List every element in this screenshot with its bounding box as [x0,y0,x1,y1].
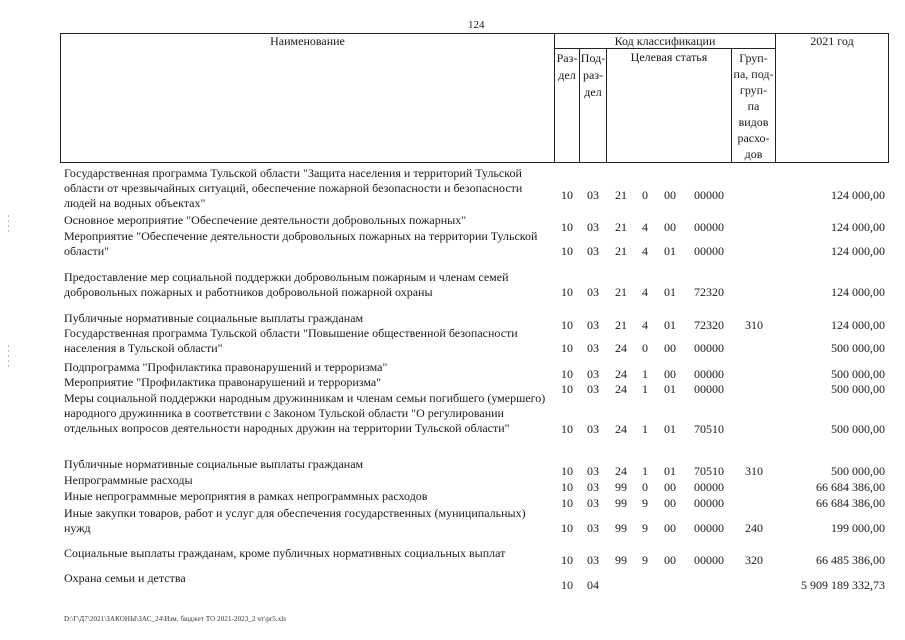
header-code-group: Код классификации [614,34,716,48]
row-target-program: 24 [615,341,627,355]
margin-mark [8,215,9,235]
row-subsection: 03 [587,341,599,355]
row-name: Государственная программа Тульской области "Повышение общественной безопасности населения в Тульской области" [64,326,518,355]
row-target-program: 21 [615,188,627,202]
row-target-subprogram: 0 [642,188,648,202]
row-amount: 124 000,00 [831,220,885,234]
row-name: Непрограммные расходы [64,473,193,487]
row-name: Публичные нормативные социальные выплаты гражданам [64,311,364,325]
row-subsection: 03 [587,244,599,258]
row-amount: 500 000,00 [831,367,885,381]
file-path-footer: D:\Г\Д7\2021\ЗАКОНЫ\ЗАС_24\Изм. бюджет ТО 2021-2023_2 чт\pr5.xls [64,615,287,623]
row-target-subprogram: 1 [642,382,648,396]
col-border [775,33,776,163]
row-target-subprogram: 1 [642,422,648,436]
row-expense-group: 310 [745,464,763,478]
row-target-program: 24 [615,464,627,478]
row-target-direction: 00000 [694,480,724,494]
row-subsection: 03 [587,553,599,567]
row-subsection: 03 [587,382,599,396]
row-section: 10 [561,341,573,355]
row-target-event: 01 [664,318,676,332]
row-amount: 124 000,00 [831,285,885,299]
row-name: Мероприятие "Профилактика правонарушений и терроризма" [64,375,382,389]
row-target-direction: 72320 [694,285,724,299]
row-target-event: 01 [664,382,676,396]
row-target-event: 01 [664,285,676,299]
row-target-direction: 00000 [694,367,724,381]
row-target-event: 01 [664,422,676,436]
row-target-program: 21 [615,244,627,258]
header-name: Наименование [270,34,345,48]
row-name: Охрана семьи и детства [64,571,186,585]
row-section: 10 [561,318,573,332]
row-target-program: 24 [615,367,627,381]
row-target-program: 24 [615,422,627,436]
row-subsection: 03 [587,521,599,535]
row-amount: 500 000,00 [831,464,885,478]
header-group: Груп- па, под- груп- па видов расхо- дов [733,51,774,161]
row-target-event: 00 [664,341,676,355]
row-target-program: 99 [615,480,627,494]
row-target-event: 00 [664,521,676,535]
col-border [888,33,889,163]
row-amount: 199 000,00 [831,521,885,535]
row-target-subprogram: 4 [642,244,648,258]
row-target-subprogram: 9 [642,496,648,510]
row-name: Предоставление мер социальной поддержки добровольным пожарным и членам семей добровольных пожарных и работников добровольной пожарной охраны [64,270,509,299]
row-subsection: 03 [587,422,599,436]
row-target-subprogram: 1 [642,367,648,381]
row-name: Подпрограмма "Профилактика правонарушений и терроризма" [64,360,388,374]
row-amount: 124 000,00 [831,188,885,202]
row-subsection: 03 [587,220,599,234]
row-section: 10 [561,464,573,478]
margin-mark [8,345,9,367]
row-amount: 66 684 386,00 [816,480,885,494]
row-target-subprogram: 1 [642,464,648,478]
row-target-direction: 00000 [694,553,724,567]
row-section: 10 [561,578,573,592]
row-target-subprogram: 9 [642,521,648,535]
row-target-event: 00 [664,496,676,510]
row-amount: 124 000,00 [831,244,885,258]
row-target-direction: 00000 [694,521,724,535]
col-border [60,33,61,163]
row-name: Социальные выплаты гражданам, кроме публичных нормативных социальных выплат [64,546,506,560]
row-amount: 500 000,00 [831,341,885,355]
row-amount: 66 684 386,00 [816,496,885,510]
row-section: 10 [561,285,573,299]
row-target-program: 99 [615,521,627,535]
row-target-program: 99 [615,496,627,510]
row-section: 10 [561,220,573,234]
row-target-event: 00 [664,220,676,234]
row-amount: 500 000,00 [831,382,885,396]
row-subsection: 03 [587,464,599,478]
col-border [606,48,607,163]
row-target-direction: 00000 [694,496,724,510]
row-name: Государственная программа Тульской области "Защита населения и территорий Тульской области от чрезвычайных ситуаций, обеспечение пожарной безопасности и безопасности людей на водных объектах" [64,166,523,210]
row-target-subprogram: 4 [642,318,648,332]
row-subsection: 03 [587,480,599,494]
row-name: Публичные нормативные социальные выплаты гражданам [64,457,364,471]
row-name: Иные непрограммные мероприятия в рамках непрограммных расходов [64,489,428,503]
row-target-subprogram: 4 [642,285,648,299]
row-amount: 5 909 189 332,73 [801,578,885,592]
row-subsection: 03 [587,318,599,332]
row-target-direction: 00000 [694,220,724,234]
row-expense-group: 310 [745,318,763,332]
row-section: 10 [561,521,573,535]
row-subsection: 03 [587,188,599,202]
page-number: 124 [468,19,485,31]
row-subsection: 03 [587,496,599,510]
row-name: Иные закупки товаров, работ и услуг для обеспечения государственных (муниципальных) нужд [64,506,526,535]
row-target-event: 00 [664,367,676,381]
row-target-event: 01 [664,464,676,478]
row-target-subprogram: 0 [642,341,648,355]
row-target-event: 00 [664,188,676,202]
header-bottom-border [60,162,889,163]
row-target-direction: 72320 [694,318,724,332]
header-subsection: Под- раз- дел [580,51,606,99]
row-target-direction: 00000 [694,244,724,258]
row-target-direction: 00000 [694,341,724,355]
row-target-event: 01 [664,244,676,258]
row-subsection: 04 [587,578,599,592]
row-target-direction: 70510 [694,422,724,436]
row-target-direction: 70510 [694,464,724,478]
row-target-program: 21 [615,285,627,299]
row-target-subprogram: 9 [642,553,648,567]
row-section: 10 [561,367,573,381]
row-section: 10 [561,382,573,396]
row-section: 10 [561,496,573,510]
row-target-event: 00 [664,480,676,494]
header-section: Раз- дел [556,51,578,82]
row-amount: 500 000,00 [831,422,885,436]
row-section: 10 [561,422,573,436]
row-name: Основное мероприятие "Обеспечение деятельности добровольных пожарных" [64,213,467,227]
row-subsection: 03 [587,367,599,381]
row-section: 10 [561,188,573,202]
row-target-program: 24 [615,382,627,396]
row-target-program: 21 [615,318,627,332]
row-target-subprogram: 4 [642,220,648,234]
row-target-direction: 00000 [694,382,724,396]
row-expense-group: 240 [745,521,763,535]
row-section: 10 [561,480,573,494]
row-name: Меры социальной поддержки народным дружинникам и членам семьи погибшего (умершего) народного дружинника в соответствии с Законом Тульской области "О регулировании отдельных вопросов деятельности народных дружин на территории Тульской области" [64,391,546,435]
row-amount: 124 000,00 [831,318,885,332]
row-name: Мероприятие "Обеспечение деятельности добровольных пожарных на территории Тульской области" [64,229,538,258]
row-target-program: 21 [615,220,627,234]
row-amount: 66 485 386,00 [816,553,885,567]
row-subsection: 03 [587,285,599,299]
row-target-program: 99 [615,553,627,567]
header-year: 2021 год [810,34,854,48]
row-target-direction: 00000 [694,188,724,202]
row-target-subprogram: 0 [642,480,648,494]
row-section: 10 [561,244,573,258]
row-section: 10 [561,553,573,567]
row-expense-group: 320 [745,553,763,567]
header-target: Целевая статья [630,50,708,64]
row-target-event: 00 [664,553,676,567]
